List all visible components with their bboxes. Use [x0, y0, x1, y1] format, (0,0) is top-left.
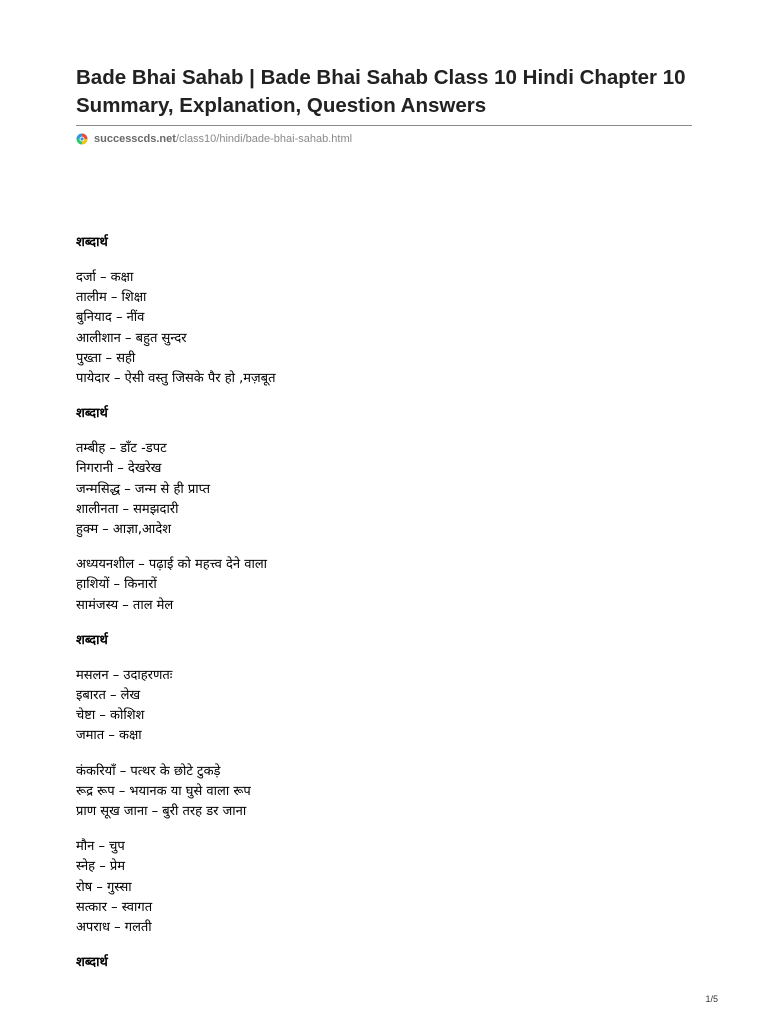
term-line: कंकरियाँ – पत्थर के छोटे टुकड़े — [76, 763, 221, 779]
term-line: पुख्ता – सही — [76, 350, 136, 366]
term-line: हाशियों – किनारों — [76, 577, 157, 593]
term-group — [76, 268, 696, 389]
term-group — [76, 666, 696, 747]
section-heading: शब्दार्थ — [76, 955, 108, 971]
term-line: हुक्म – आज्ञा,आदेश — [76, 522, 172, 538]
page-title: Bade Bhai Sahab | Bade Bhai Sahab Class 10 Hindi Chapter 10 Summary, Explanation, Question Answers — [76, 66, 686, 117]
glossary-section — [76, 631, 696, 938]
source-link[interactable] — [76, 131, 352, 147]
source-path[interactable]: /class10/hindi/bade-bhai-sahab.html — [175, 133, 353, 145]
term-line: निगरानी – देखरेख — [76, 461, 162, 477]
term-line: शालीनता – समझदारी — [76, 501, 179, 517]
term-group — [76, 555, 696, 616]
term-line: आलीशान – बहुत सुन्दर — [76, 330, 187, 346]
term-line: स्नेह – प्रेम — [76, 859, 126, 875]
glossary-section — [76, 404, 696, 616]
glossary-section — [76, 953, 696, 973]
term-line: अध्ययनशील – पढ़ाई को महत्त्व देने वाला — [76, 557, 268, 573]
section-heading: शब्दार्थ — [76, 235, 108, 250]
glossary-content — [76, 233, 696, 988]
term-group — [76, 762, 696, 823]
term-line: प्राण सूख जाना – बुरी तरह डर जाना — [76, 804, 247, 820]
section-heading: शब्दार्थ — [76, 632, 108, 648]
title-divider — [76, 125, 692, 126]
term-line: मौन – चुप — [76, 839, 125, 855]
term-line: जन्मसिद्ध – जन्म से ही प्राप्त — [76, 481, 211, 497]
term-line: जमात – कक्षा — [76, 728, 142, 744]
term-line: दर्जा – कक्षा — [76, 270, 134, 285]
source-domain[interactable]: successcds.net — [94, 133, 176, 145]
term-line: इबारत – लेख — [76, 688, 141, 704]
term-line: तालीम – शिक्षा — [76, 290, 147, 306]
term-group — [76, 837, 696, 938]
term-line: सामंजस्य – ताल मेल — [76, 597, 174, 613]
page-number: 1/5 — [705, 994, 718, 1004]
term-group — [76, 439, 696, 540]
term-line: सत्कार – स्वागत — [76, 899, 153, 915]
term-line: पायेदार – ऐसी वस्तु जिसके पैर हो ,मज़बूत — [76, 371, 276, 387]
term-line: रूद्र रूप – भयानक या घुसे वाला रूप — [76, 783, 251, 799]
term-line: बुनियाद – नींव — [76, 310, 145, 326]
term-line: मसलन – उदाहरणतः — [76, 667, 173, 683]
term-line: तम्बीह – डाँट -डपट — [76, 441, 167, 457]
term-line: चेष्टा – कोशिश — [76, 708, 145, 724]
term-line: अपराध – गलती — [76, 920, 152, 936]
section-heading: शब्दार्थ — [76, 406, 108, 422]
term-line: रोष – गुस्सा — [76, 879, 132, 895]
glossary-section — [76, 233, 696, 389]
site-favicon-icon — [76, 133, 88, 145]
